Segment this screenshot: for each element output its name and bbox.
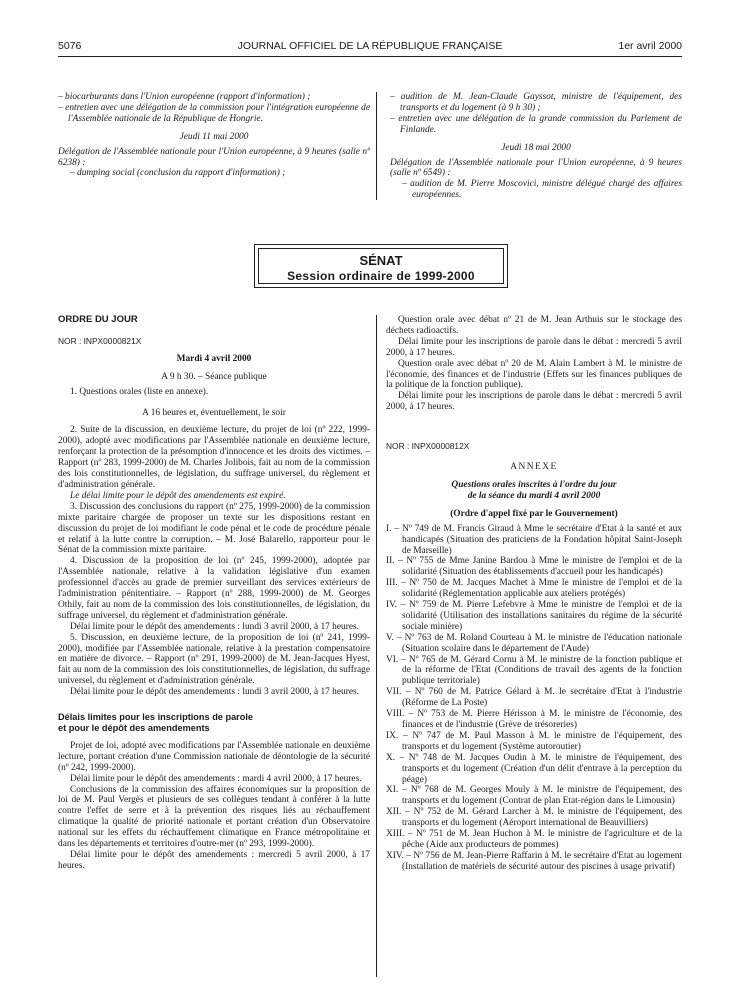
list-item: XI. – Nº 768 de M. Georges Mouly à M. le ministre de l'équipement, des transports et du logement (Contrat de plan Etat-région dans le Limousin) — [386, 785, 682, 807]
deadline-paragraph: Projet de loi, adopté avec modifications par l'Assemblée nationale en deuxième lecture, portant création d'une Commission nationale de déontologie de la sécurité (nº 242, 1999-2000). — [58, 740, 370, 773]
agenda-item-5: 5. Discussion, en deuxième lecture, de la proposition de loi (nº 241, 1999-2000), modifiée par l'Assemblée nationale, relative à la prestation compensatoire en matière de divorce. – Rapport (nº 291, 1999-2000) de M. Jean-Jacques Hyest, fait au nom de la commission des lois constitutionnelles, de législation, du suffrage universel, du règlement et d'administration générale. — [58, 632, 370, 687]
morning-session: A 9 h 30. – Séance publique — [161, 371, 267, 382]
delegation-heading: Délégation de l'Assemblée nationale pour l'Union européenne, à 9 heures (salle nº 6549) : — [390, 157, 682, 179]
deadline-paragraph: Conclusions de la commission des affaires économiques sur la proposition de loi de M. Paul Vergès et plusieurs de ses collègues tendant à conférer à la lutte contre l'effet de serre et à la prévention des risques liés au réchauffement climatique la qualité de priorité nationale et portant création d'un Observatoire national sur les effets du réchauffement climatique en France métropolitaine et dans les départements et territoires d'outre-mer (nº 293, 1999-2000). — [58, 784, 370, 850]
list-item: VIII. – Nº 753 de M. Pierre Hérisson à M. le ministre de l'économie, des finances et de l'industrie (Grève de trésoreries) — [386, 709, 682, 730]
column-divider — [376, 315, 377, 977]
agenda-item-5-deadline: Délai limite pour le dépôt des amendements : lundi 3 avril 2000, à 17 heures. — [70, 687, 359, 698]
delegation-heading: Délégation de l'Assemblée nationale pour l'Union européenne, à 9 heures (salle nº 6238) : — [58, 146, 370, 168]
list-item: – audition de M. Pierre Moscovici, ministre délégué chargé des affaires européennes. — [402, 179, 682, 201]
list-item: – dumping social (conclusion du rapport d'information) ; — [70, 168, 286, 179]
deadline-paragraph: Délai limite pour le dépôt des amendements : mercredi 5 avril 2000, à 17 heures. — [58, 849, 370, 871]
agenda-item-1: 1. Questions orales (liste en annexe). — [70, 386, 209, 397]
list-item: IV. – Nº 759 de M. Pierre Lefebvre à Mme le ministre de l'emploi et de la solidarité (Utilisation des installations sanitaires du régime de la sécurité sociale minière) — [386, 600, 682, 632]
call-order: (Ordre d'appel fixé par le Gouvernement) — [450, 508, 618, 519]
agenda-item-4: 4. Discussion de la proposition de loi (nº 245, 1999-2000), adoptée par l'Assemblée nationale, relative à la validation législative d'un examen professionnel d'accès au grade de premier surveillant des services extérieurs de l'administration pénitentiaire. – Rapport (nº 288, 1999-2000) de M. Georges Othily, fait au nom de la commission des lois constitutionnelles, de législation, du suffrage universel, du règlement et d'administration générale. — [58, 556, 370, 621]
questions-column — [386, 315, 682, 873]
top-right-column — [390, 92, 682, 201]
running-header — [58, 40, 682, 56]
list-item: – audition de M. Jean-Claude Gayssot, ministre de l'équipement, des transports et du logement (à 9 h 30) ; — [390, 92, 682, 113]
debate-deadline: Délai limite pour les inscriptions de parole dans le débat : mercredi 5 avril 2000, à 17 heures. — [386, 391, 682, 413]
list-item: – biocarburants dans l'Union européenne (rapport d'information) ; — [58, 92, 311, 102]
list-item: XIV. – Nº 756 de M. Jean-Pierre Raffarin à M. le secrétaire d'Etat au logement (Installation de matériels de sécurité autour des piscines à usage privatif) — [386, 850, 682, 872]
issue-date: 1er avril 2000 — [618, 40, 682, 52]
list-item: XII. – Nº 752 de M. Gérard Larcher à M. le ministre de l'équipement, des transports et du logement (Aéroport international de Beauvilliers) — [386, 807, 682, 829]
agenda-item-2: 2. Suite de la discussion, en deuxième lecture, du projet de loi (nº 222, 1999-2000), adopté avec modifications par l'Assemblée nationale en deuxième lecture, renforçant la protection de la présomption d'innocence et les droits des victimes. – Rapport (nº 283, 1999-2000) de M. Charles Jolibois, fait au nom de la commission des lois constitutionnelles, de législation, du suffrage universel, du règlement et d'administration générale. — [58, 425, 370, 490]
column-divider — [376, 92, 377, 200]
agenda-item-4-deadline: Délai limite pour le dépôt des amendements : lundi 3 avril 2000, à 17 heures. — [70, 621, 359, 632]
page-number: 5076 — [58, 40, 82, 52]
list-item: III. – Nº 750 de M. Jacques Machet à Mme le ministre de l'emploi et de la solidarité (Réglementation applicable aux ateliers protégés) — [386, 578, 682, 600]
list-item: XIII. – Nº 751 de M. Jean Huchon à M. le ministre de l'agriculture et de la pêche (Aide aux producteurs de pommes) — [386, 829, 682, 850]
deadline-paragraph: Délai limite pour le dépôt des amendements : mardi 4 avril 2000, à 17 heures. — [70, 773, 362, 784]
question-list — [386, 524, 682, 873]
agenda-column — [58, 315, 370, 872]
deadlines-title-line-2: et pour le dépôt des amendements — [58, 723, 210, 733]
annexe-title-line-2: de la séance du mardi 4 avril 2000 — [467, 490, 601, 501]
date-heading: Jeudi 11 mai 2000 — [179, 131, 249, 142]
top-left-column — [58, 92, 370, 179]
annexe-title-line-1: Questions orales inscrites à l'ordre du jour — [451, 479, 617, 490]
list-item: II. – Nº 755 de Mme Janine Bardou à Mme le ministre de l'emploi et de la solidarité (Situation des établissements d'accueil pour les handicapés) — [386, 556, 682, 578]
debate-deadline: Délai limite pour les inscriptions de parole dans le débat : mercredi 5 avril 2000, à 17 heures. — [386, 336, 682, 358]
list-item: VI. – Nº 765 de M. Gérard Cornu à M. le ministre de la fonction publique et de la réforme de l'Etat (Conditions de travail des agents de la fonction publique territoriale) — [386, 654, 682, 687]
session-date: Mardi 4 avril 2000 — [176, 353, 252, 364]
list-item: VII. – Nº 760 de M. Patrice Gélard à M. le secrétaire d'Etat à l'industrie (Réforme de La Poste) — [386, 687, 682, 709]
list-item: V. – Nº 763 de M. Roland Courteau à M. le ministre de l'éducation nationale (Situation scolaire dans le département de l'Aude) — [386, 632, 682, 654]
header-rule — [58, 56, 682, 57]
journal-title: JOURNAL OFFICIEL DE LA RÉPUBLIQUE FRANÇAISE — [237, 40, 503, 52]
banner-title: SÉNAT — [359, 253, 403, 268]
deadlines-title-line-1: Délais limites pour les inscriptions de parole — [58, 712, 254, 723]
banner-subtitle: Session ordinaire de 1999-2000 — [287, 269, 475, 283]
list-item: – entretien avec une délégation de la grande commission du Parlement de Finlande. — [390, 113, 682, 135]
nor-reference: NOR : INPX0000821X — [58, 335, 142, 346]
list-item: – entretien avec une délégation de la commission pour l'intégration européenne de l'Assemblée nationale de la République de Hongrie. — [58, 102, 370, 124]
annexe-heading: ANNEXE — [510, 462, 558, 473]
debate-question: Question orale avec débat nº 20 de M. Alain Lambert à M. le ministre de l'économie, des finances et de l'industrie (Effets sur les finances publiques de la politique de la fonction publique). — [386, 358, 682, 391]
senate-banner — [254, 244, 508, 288]
agenda-item-2-note: Le délai limite pour le dépôt des amendements est expiré. — [70, 490, 286, 501]
list-item: X. – Nº 748 de M. Jacques Oudin à M. le ministre de l'équipement, des transports et du logement (Création d'un délit d'entrave à la perception du péage) — [386, 752, 682, 785]
nor-reference: NOR : INPX0000812X — [386, 441, 470, 452]
agenda-item-3: 3. Discussion des conclusions du rapport (nº 275, 1999-2000) de la commission mixte paritaire chargée de proposer un texte sur les dispositions restant en discussion du projet de loi modifiant le code pénal et le code de procédure pénale et relatif à la lutte contre la corruption. – M. José Balarello, rapporteur pour le Sénat de la commission mixte paritaire. — [58, 501, 370, 556]
date-heading: Jeudi 18 mai 2000 — [501, 142, 571, 153]
debate-question: Question orale avec débat nº 21 de M. Jean Arthuis sur le stockage des déchets radioactifs. — [386, 315, 682, 336]
afternoon-session: A 16 heures et, éventuellement, le soir — [142, 407, 286, 418]
list-item: I. – Nº 749 de M. Francis Giraud à Mme le secrétaire d'Etat à la santé et aux handicapés (Situation des praticiens de la Fondation hôpital Saint-Joseph de Marseille) — [386, 523, 682, 556]
list-item: IX. – Nº 747 de M. Paul Masson à M. le ministre de l'équipement, des transports et du logement (Système autoroutier) — [386, 730, 682, 752]
agenda-heading: ORDRE DU JOUR — [58, 314, 138, 325]
